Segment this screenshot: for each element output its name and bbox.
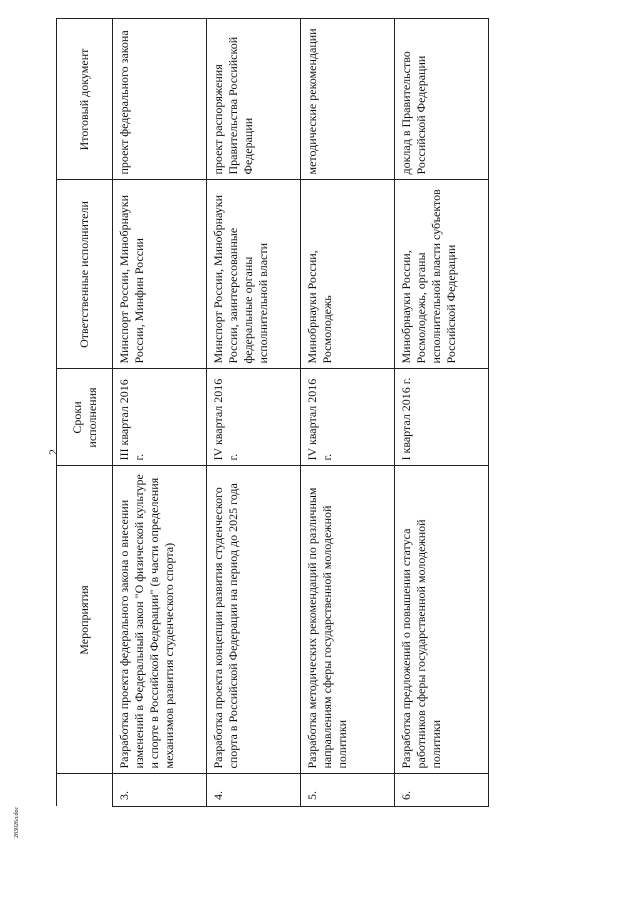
- row-activity: Разработка предложений о повышении статуса работников сферы государственной молодежной политики: [395, 466, 489, 774]
- row-deadline: I квартал 2016 г.: [395, 369, 489, 466]
- header-document: Итоговый документ: [57, 19, 113, 180]
- header-activities: Мероприятия: [57, 466, 113, 774]
- table-row: [207, 19, 301, 807]
- row-number: 3.: [113, 774, 207, 807]
- row-deadline: IV квартал 2016 г.: [301, 369, 395, 466]
- row-number: 6.: [395, 774, 489, 807]
- row-document: проект федерального закона: [113, 19, 207, 180]
- measures-table: [56, 19, 489, 808]
- row-responsible: Минобрнауки России, Росмолодежь: [301, 180, 395, 369]
- row-number: 5.: [301, 774, 395, 807]
- row-responsible: Минобрнауки России, Росмолодежь, органы исполнительной власти субъектов Российской Федерации: [395, 180, 489, 369]
- header-deadlines: Сроки исполнения: [57, 369, 113, 466]
- row-activity: Разработка проекта федерального закона о внесении изменений в Федеральный закон "О физической культуре и спорте в Российской Федерации" (в части определения механизмов развития студенческого спорта): [113, 466, 207, 774]
- page-number: 2: [46, 449, 60, 455]
- header-number: [57, 774, 113, 807]
- table-row: [301, 19, 395, 807]
- row-deadline: III квартал 2016 г.: [113, 369, 207, 466]
- row-document: методические рекомендации: [301, 19, 395, 180]
- row-document: проект распоряжения Правительства Российской Федерации: [207, 19, 301, 180]
- row-activity: Разработка проекта концепции развития студенческого спорта в Российской Федерации на период до 2025 года: [207, 466, 301, 774]
- row-responsible: Минспорт России, Минобрнауки России, заинтересованные федеральные органы исполнительной власти: [207, 180, 301, 369]
- table-header-row: [57, 19, 113, 807]
- table-row: [113, 19, 207, 807]
- row-activity: Разработка методических рекомендаций по различным направлениям сферы государственной молодежной политики: [301, 466, 395, 774]
- header-responsible: Ответственные исполнители: [57, 180, 113, 369]
- table-row: [395, 19, 489, 807]
- row-document: доклад в Правительство Российской Федерации: [395, 19, 489, 180]
- row-deadline: IV квартал 2016 г.: [207, 369, 301, 466]
- row-responsible: Минспорт России, Минобрнауки России, Минфин России: [113, 180, 207, 369]
- measures-table-container: [56, 28, 487, 807]
- row-number: 4.: [207, 774, 301, 807]
- document-footer: 283026л.doc: [14, 806, 20, 838]
